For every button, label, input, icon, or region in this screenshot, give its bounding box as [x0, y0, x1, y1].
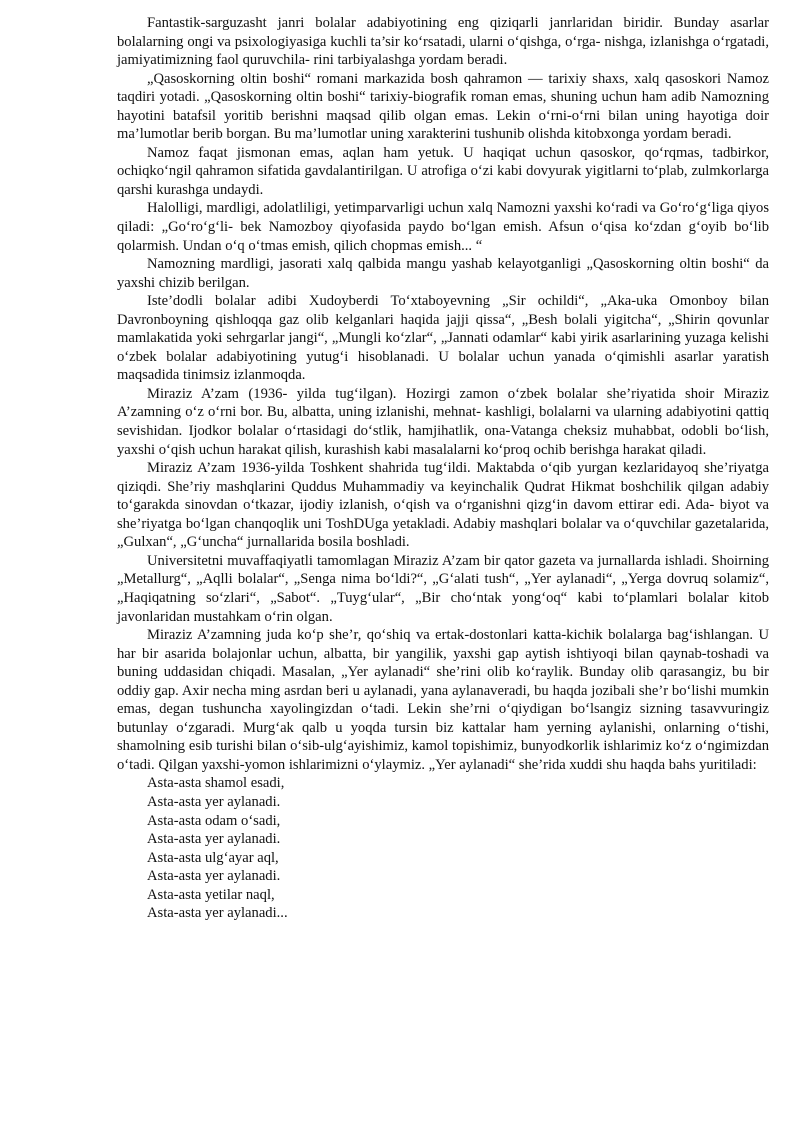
poem-line: Asta-asta ulg‘ayar aql,: [147, 849, 279, 866]
paragraph-miraziz-intro: Miraziz A’zam (1936- yilda tug‘ilgan). Hozirgi zamon o‘zbek bolalar she’riyatida shoir Miraziz A’zamning o‘z o‘rni bor. Bu, albatta, uning izlanishi, mehnat- kashligi, bolalarni va ularning adabiyotini qattiq sevishidan. Ijodkor bolalar o‘rtasidagi do‘stlik, hamjihatlik, ona-Vatanga cheksiz muhabbat, odobli bo‘lish, yaxshi o‘qish uchun harakat qilish, kurashish kabi masalalarni ko‘proq ochib berishga harakat qiladi.: [117, 385, 769, 458]
paragraph-namoz-people: Halolligi, mardligi, adolatliligi, yetimparvarligi uchun xalq Namozni yaxshi ko‘radi va Go‘ro‘g‘liga qiyos qiladi: „Go‘ro‘g‘li- bek Namozboy qiyofasida paydo bo‘lgan emish. Afsun o‘qisa ko‘zdan g‘oyib bo‘lib qolarmish. Undan o‘q o‘tmas emish, qilich chopmas emish... “: [117, 200, 769, 254]
poem-line: Asta-asta yer aylanadi.: [147, 793, 281, 810]
paragraph-fantasy-genre: Fantastik-sarguzasht janri bolalar adabiyotining eng qiziqarli janrlaridan biridir. Bunday asarlar bolalarning ongi va psixologiyasiga kuchli ta’sir ko‘rsatadi, ularni o‘qishga, o‘rga- nishga, izlanishga o‘rgatadi, jamiyatimizning faol quruvchila- rini tarbiyalashga yordam beradi.: [117, 15, 769, 69]
paragraph-novel-namoz: „Qasoskorning oltin boshi“ romani markazida bosh qahramon — tarixiy shaxs, xalq qasoskori Namoz taqdiri yotadi. „Qasoskorning oltin boshi“ tarixiy-biografik roman emas, shuning uchun ham adib Namozning hayotini batafsil yoritib berishni maqsad qilib olgan emas. Lekin o‘rni-o‘rni bilan uning hayotiga doir ma’lumotlar berib borgan. Bu ma’lumotlar uning xarakterini tushunib olishda kitobxonga yordam beradi.: [117, 70, 769, 143]
poem-line: Asta-asta shamol esadi,: [147, 775, 285, 792]
document-page: [117, 14, 769, 923]
poem-line: Asta-asta yetilar naql,: [147, 886, 275, 903]
paragraph-miraziz-works: Universitetni muvaffaqiyatli tamomlagan Miraziz A’zam bir qator gazeta va jurnallarda ishladi. Shoirning „Metallurg“, „Aqlli bolalar“, „Senga nima bo‘ldi?“, „G‘alati tush“, „Yer aylanadi“, „Yerga dovruq solamiz“, „Haqiqatning so‘zlari“, „Sabot“. „Tuyg‘ular“, „Bir cho‘ntak yong‘oq“ kabi to‘plamlari bolalar kitob javonlaridan mustahkam o‘rin olgan.: [117, 552, 769, 625]
paragraph-miraziz-biography: Miraziz A’zam 1936-yilda Toshkent shahrida tug‘ildi. Maktabda o‘qib yurgan kezlaridayoq she’riyatga qiziqdi. She’riy mashqlarini Quddus Muhammadiy va keyinchalik Qudrat Hikmat boshchilik qilgan adabiy to‘garakda sinovdan o‘tkazar, ijodiy izlanish, o‘qish va o‘rganishni qizg‘in davom ettirar edi. Ada- biyot va she’riyatga bo‘lgan chanqoqlik uni ToshDUga yetakladi. Adabiy mashqlari bolalar va o‘quvchilar gazetalarida, „Gulxan“, „G‘uncha“ jurnallarida bosila boshladi.: [117, 460, 769, 551]
paragraph-namoz-bravery: Namozning mardligi, jasorati xalq qalbida mangu yashab kelayotganligi „Qasoskorning oltin boshi“ da yaxshi chizib berilgan.: [117, 256, 769, 291]
poem-block: [117, 774, 769, 922]
poem-line: Asta-asta odam o‘sadi,: [147, 812, 281, 829]
paragraph-namoz-character: Namoz faqat jismonan emas, aqlan ham yetuk. U haqiqat uchun qasoskor, qo‘rqmas, tadbirkor, ochiqko‘ngil qahramon sifatida gavdalantirilgan. U atrofiga o‘zi kabi dovyurak yigitlarni to‘plab, zulmkorlarga qarshi kurashga undaydi.: [117, 144, 769, 198]
paragraph-toxtaboyev: Iste’dodli bolalar adibi Xudoyberdi To‘xtaboyevning „Sir ochildi“, „Aka-uka Omonboy bilan Davronboyning qishloqqa gaz olib kelganlari haqida jajji qissa“, „Besh bolali yigitcha“, „Shirin qovunlar mamlakatida yoki sehrgarlar jangi“, „Mungli ko‘zlar“, „Jannati odamlar“ kabi yirik asarlarining yuzaga kelishi o‘zbek bolalar adabiyotining yutug‘i hisoblanadi. U bolalar uchun yanada o‘qimishli asarlar yaratish maqsadida tinimsiz izlanmoqda.: [117, 293, 769, 384]
poem-line: Asta-asta yer aylanadi...: [147, 905, 288, 922]
paragraph-yer-aylanadi: Miraziz A’zamning juda ko‘p she’r, qo‘shiq va ertak-dostonlari katta-kichik bolalarga bag‘ishlangan. U har bir asarida bolajonlar uchun, albatta, bir yangilik, yaxshi gap aytish ishtiyoqi bilan qaynab-toshadi va buning uddasidan chiqadi. Masalan, „Yer aylanadi“ she’rini olib ko‘raylik. Bunday olib qarasangiz, bu bir oddiy gap. Axir necha ming asrdan beri u aylanadi, yana aylanaveradi, bu haqda jozibali she’r bo‘lishi mumkin emas, degan tushuncha xayolingizdan o‘tadi. Lekin she’rni o‘qiydigan bo‘lsangiz sizning tasavvuringiz butunlay o‘zgaradi. Murg‘ak qalb u yoqda tursin biz kattalar ham yerning aylanishi, onlarning o‘tishi, shamolning esib turishi bilan o‘sib-ulg‘ayishimiz, kamol topishimiz, bunyodkorlik ishlarimiz ko‘z o‘ngimizdan o‘tadi. Qilgan yaxshi-yomon ishlarimizni o‘ylaymiz. „Yer aylanadi“ she’rida xuddi shu haqda bahs yuritiladi:: [117, 627, 769, 773]
poem-line: Asta-asta yer aylanadi.: [147, 831, 281, 848]
poem-line: Asta-asta yer aylanadi.: [147, 868, 281, 885]
